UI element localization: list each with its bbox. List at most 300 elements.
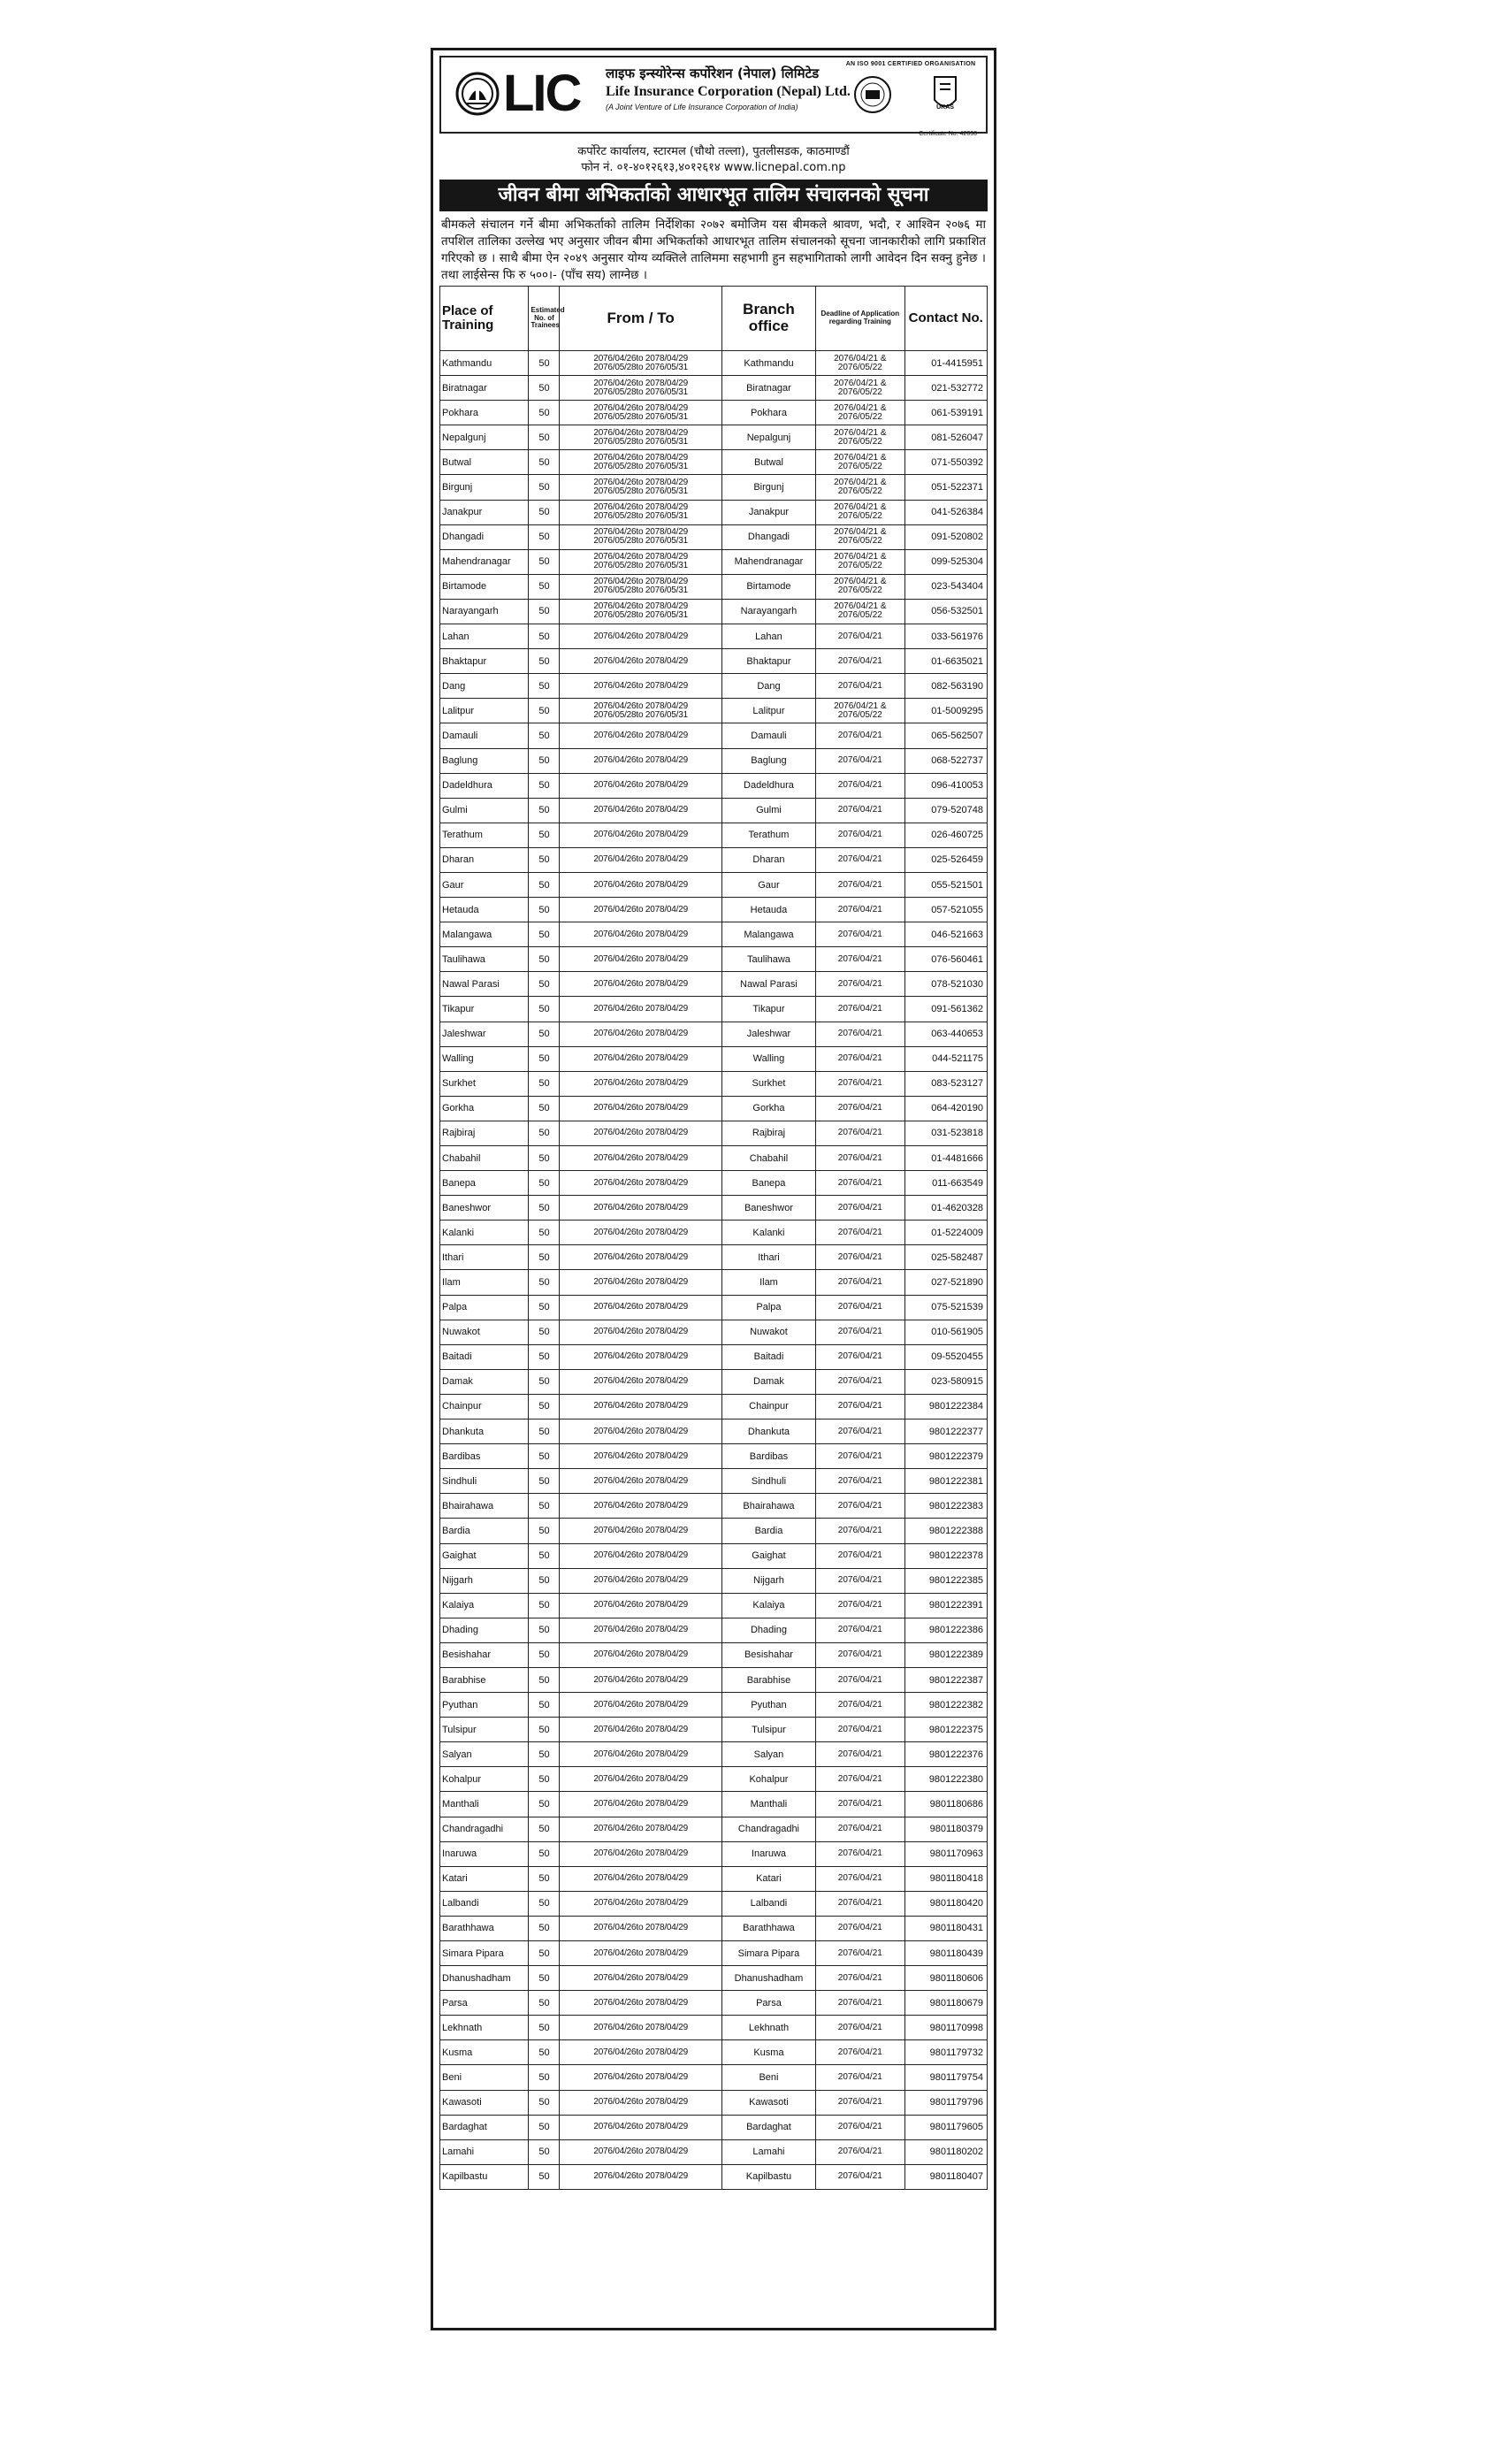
cell-contact-text: 9801179754 (929, 2072, 983, 2084)
cell-trainees-text: 50 (538, 1972, 550, 1984)
cell-contact (904, 1469, 987, 1494)
cell-place-text: Bhairahawa (442, 1500, 494, 1511)
cell-contact-text: 099-525304 (931, 556, 983, 568)
cell-from-to (560, 1891, 721, 1916)
cell-from-to (560, 1817, 721, 1841)
cell-trainees (529, 1394, 560, 1419)
cell-from-to-text: 2076/04/26to 2078/04/29 (593, 631, 688, 641)
cell-trainees-text: 50 (538, 1202, 550, 1213)
cell-from-to (560, 1693, 721, 1718)
cell-place (440, 2040, 529, 2065)
cell-contact-text: 065-562507 (931, 730, 983, 741)
cell-from-to (560, 1221, 721, 1245)
cell-deadline (816, 1245, 904, 1270)
cell-place-text: Biratnagar (442, 382, 487, 394)
cell-branch-text: Kohalpur (749, 1773, 789, 1785)
cell-from-to (560, 376, 721, 401)
cell-place-text: Lalitpur (442, 705, 475, 716)
cell-trainees-text: 50 (538, 631, 550, 642)
cell-place-text: Kapilbastu (442, 2171, 488, 2183)
cell-deadline-text: 2076/04/21 & (834, 353, 887, 363)
cell-branch-text: Tikapur (752, 1003, 785, 1014)
table-row (440, 1693, 988, 1718)
cell-place (440, 574, 529, 599)
cell-contact-text: 01-6635021 (931, 655, 983, 667)
certificate-number: Certificate No. 42036 (919, 131, 977, 137)
cell-deadline (816, 574, 904, 599)
cell-contact-text: 046-521663 (931, 929, 983, 940)
cell-contact-text: 9801180606 (929, 1972, 983, 1984)
cell-place (440, 2065, 529, 2090)
cell-from-to-text: 2076/04/26to 2078/04/29 (593, 730, 688, 740)
cell-deadline-text: 2076/04/21 (837, 2146, 882, 2157)
cell-trainees (529, 1817, 560, 1841)
cell-trainees-text: 50 (538, 1475, 550, 1487)
cell-place (440, 1618, 529, 1642)
cell-place-text: Tikapur (442, 1003, 475, 1014)
cell-from-to (560, 524, 721, 549)
cell-from-to-text: 2076/04/26to 2078/04/29 (593, 577, 688, 587)
cell-contact (904, 450, 987, 475)
cell-trainees (529, 475, 560, 500)
cell-place-text: Nuwakot (442, 1327, 480, 1338)
cell-from-to-text: 2076/04/26to 2078/04/29 (593, 1078, 688, 1089)
cell-from-to-text: 2076/04/26to 2078/04/29 (593, 830, 688, 840)
cell-deadline (816, 922, 904, 947)
cell-deadline-text: 2076/04/21 (837, 1251, 882, 1262)
cell-deadline (816, 401, 904, 425)
cell-branch (721, 1494, 815, 1519)
cell-branch-text: Dharan (752, 854, 785, 866)
cell-deadline (816, 500, 904, 524)
cell-branch-text: Bardibas (749, 1450, 789, 1462)
cell-branch (721, 823, 815, 847)
cell-place-text: Parsa (442, 1997, 468, 2009)
cell-deadline-text: 2076/05/22 (837, 461, 882, 471)
cell-trainees-text: 50 (538, 1450, 550, 1462)
cell-contact-text: 010-561905 (931, 1327, 983, 1338)
cell-contact-text: 021-532772 (931, 382, 983, 394)
cell-deadline-text: 2076/04/21 (837, 1103, 882, 1113)
cell-from-to (560, 1642, 721, 1667)
cell-from-to (560, 1568, 721, 1593)
cell-trainees (529, 748, 560, 773)
cell-contact (904, 376, 987, 401)
table-row (440, 425, 988, 450)
cell-deadline (816, 1519, 904, 1543)
cell-deadline (816, 1121, 904, 1145)
cell-contact (904, 1817, 987, 1841)
cell-deadline-text: 2076/04/21 (837, 1773, 882, 1784)
cell-contact-text: 9801222375 (928, 1724, 983, 1735)
cell-contact (904, 723, 987, 748)
cell-from-to (560, 549, 721, 574)
cell-branch-text: Kathmandu (744, 357, 794, 369)
cell-deadline (816, 1693, 904, 1718)
cell-place-text: Kalanki (442, 1227, 475, 1238)
cell-contact (904, 1941, 987, 1966)
cell-branch (721, 723, 815, 748)
table-row (440, 574, 988, 599)
cell-contact-text: 064-420190 (931, 1103, 983, 1114)
cell-trainees (529, 1469, 560, 1494)
cell-from-to (560, 1046, 721, 1071)
address-line-2: फोन नं. ०१-४०१२६१३,४०१२६१४ www.licnepal.com.np (581, 161, 846, 174)
table-row (440, 524, 988, 549)
cell-place-text: Butwal (442, 456, 472, 468)
cell-from-to-text: 2076/04/26to 2078/04/29 (593, 1923, 688, 1933)
cell-branch (721, 1394, 815, 1419)
cell-branch-text: Gulmi (756, 805, 782, 816)
cell-deadline (816, 524, 904, 549)
cell-place-text: Malangawa (442, 929, 492, 940)
cell-branch-text: Surkhet (752, 1078, 786, 1090)
cell-trainees (529, 574, 560, 599)
cell-deadline (816, 351, 904, 376)
cell-deadline (816, 748, 904, 773)
cell-trainees-text: 50 (538, 606, 550, 617)
cell-contact (904, 1071, 987, 1096)
cell-deadline-text: 2076/04/21 (837, 1749, 882, 1759)
cell-from-to-text: 2076/04/26to 2078/04/29 (593, 1798, 688, 1809)
cell-from-to (560, 1369, 721, 1394)
cell-branch (721, 599, 815, 624)
cell-branch-text: Barabhise (746, 1674, 791, 1686)
cell-place (440, 1394, 529, 1419)
training-schedule-table (439, 286, 988, 2190)
cell-contact-text: 9801222391 (928, 1600, 983, 1611)
table-row (440, 1444, 988, 1469)
cell-branch (721, 1817, 815, 1841)
cell-branch (721, 773, 815, 798)
cell-from-to (560, 1245, 721, 1270)
cell-branch-text: Palpa (756, 1302, 782, 1313)
cell-from-to-text: 2076/04/26to 2078/04/29 (593, 1003, 688, 1014)
cell-contact-text: 9801222386 (928, 1625, 983, 1636)
cell-from-to (560, 972, 721, 997)
cell-from-to (560, 872, 721, 897)
cell-place (440, 972, 529, 997)
cell-contact (904, 1866, 987, 1891)
cell-trainees-text: 50 (538, 1152, 550, 1164)
cell-place-text: Kawasoti (442, 2097, 482, 2108)
cell-trainees (529, 1667, 560, 1692)
cell-contact (904, 599, 987, 624)
cell-from-to-text: 2076/04/26to 2078/04/29 (593, 1450, 688, 1461)
table-row (440, 1593, 988, 1618)
cell-branch-text: Mahendranagar (734, 556, 804, 568)
cell-place-text: Gulmi (442, 805, 468, 816)
cell-deadline-text: 2076/04/21 (837, 1898, 882, 1909)
cell-branch (721, 1022, 815, 1046)
cell-from-to-text: 2076/04/26to 2078/04/29 (593, 2047, 688, 2057)
cell-deadline (816, 1295, 904, 1320)
cell-trainees (529, 1519, 560, 1543)
cell-from-to-text: 2076/04/26to 2078/04/29 (593, 1600, 688, 1611)
table-row (440, 1718, 988, 1742)
table-row (440, 1419, 988, 1444)
cell-contact (904, 1642, 987, 1667)
cell-deadline (816, 1394, 904, 1419)
cell-deadline (816, 1568, 904, 1593)
cell-contact-text: 9801180431 (929, 1923, 983, 1934)
table-body (440, 351, 988, 2190)
cell-deadline-text: 2076/05/22 (837, 386, 882, 397)
cell-place (440, 1742, 529, 1767)
cell-trainees (529, 2016, 560, 2040)
cell-trainees-text: 50 (538, 1053, 550, 1065)
cell-contact-text: 083-523127 (931, 1078, 983, 1090)
cell-deadline (816, 1991, 904, 2016)
cell-branch-text: Lalitpur (752, 705, 785, 716)
cell-contact-text: 033-561976 (931, 631, 983, 642)
cell-branch-text: Parsa (756, 1997, 782, 2009)
cell-from-to (560, 1941, 721, 1966)
cell-from-to-text: 2076/05/28to 2076/05/31 (593, 411, 688, 422)
cell-trainees (529, 1270, 560, 1295)
cell-from-to-text: 2076/04/26to 2078/04/29 (593, 1277, 688, 1288)
cell-from-to (560, 1767, 721, 1792)
cell-branch-text: Inaruwa (751, 1848, 787, 1860)
cell-trainees (529, 549, 560, 574)
table-row (440, 1667, 988, 1692)
cell-contact-text: 063-440653 (931, 1029, 983, 1040)
cell-branch-text: Sindhuli (751, 1475, 787, 1487)
company-name-english: Life Insurance Corporation (Nepal) Ltd. (606, 84, 851, 99)
cell-place (440, 1196, 529, 1221)
cell-branch-text: Gaighat (752, 1550, 786, 1562)
cell-from-to-text: 2076/04/26to 2078/04/29 (593, 1128, 688, 1138)
cell-deadline-text: 2076/04/21 (837, 1649, 882, 1660)
cell-place (440, 847, 529, 872)
cell-place (440, 1071, 529, 1096)
cell-contact (904, 1792, 987, 1817)
cell-deadline (816, 2115, 904, 2139)
cell-deadline (816, 1891, 904, 1916)
cell-branch (721, 351, 815, 376)
cell-trainees-text: 50 (538, 357, 550, 369)
cell-contact-text: 9801180686 (929, 1798, 983, 1810)
cell-from-to (560, 798, 721, 823)
cell-trainees (529, 624, 560, 649)
cell-deadline-text: 2076/04/21 (837, 1824, 882, 1834)
cell-place-text: Janakpur (442, 507, 483, 518)
cell-deadline-text: 2076/04/21 (837, 953, 882, 964)
cell-branch (721, 1096, 815, 1121)
cell-from-to-text: 2076/05/28to 2076/05/31 (593, 709, 688, 720)
cell-contact-text: 9801222389 (928, 1649, 983, 1661)
cell-place-text: Kusma (442, 2047, 473, 2058)
cell-trainees (529, 1494, 560, 1519)
cell-place (440, 1891, 529, 1916)
cell-deadline (816, 1966, 904, 1991)
cell-branch-text: Malangawa (744, 929, 794, 940)
cell-deadline-text: 2076/04/21 & (834, 452, 887, 463)
table-row (440, 1866, 988, 1891)
cell-branch-text: Manthali (750, 1798, 788, 1810)
cell-trainees (529, 2139, 560, 2164)
cell-from-to-text: 2076/04/26to 2078/04/29 (593, 1947, 688, 1958)
cell-branch (721, 524, 815, 549)
cell-trainees-text: 50 (538, 953, 550, 965)
table-row (440, 1494, 988, 1519)
cell-branch (721, 1543, 815, 1568)
cell-from-to (560, 723, 721, 748)
cell-contact (904, 1519, 987, 1543)
cell-deadline (816, 699, 904, 723)
cell-deadline (816, 1320, 904, 1344)
cell-from-to-text: 2076/05/28to 2076/05/31 (593, 486, 688, 497)
cell-contact (904, 997, 987, 1022)
cell-branch-text: Besishahar (744, 1649, 793, 1661)
cell-deadline-text: 2076/04/21 (837, 1450, 882, 1461)
cell-place-text: Bhaktapur (442, 655, 487, 667)
cell-branch (721, 401, 815, 425)
cell-branch-text: Beni (759, 2072, 779, 2084)
cell-branch-text: Simara Pipara (737, 1947, 800, 1959)
cell-contact-text: 023-543404 (931, 581, 983, 593)
cell-trainees (529, 2040, 560, 2065)
cell-branch-text: Gaur (758, 879, 780, 891)
cell-branch-text: Dhankuta (747, 1426, 790, 1437)
cell-branch-text: Dadeldhura (744, 780, 794, 792)
cell-place (440, 376, 529, 401)
cell-contact-text: 011-663549 (932, 1177, 983, 1189)
cell-place-text: Salyan (442, 1749, 472, 1760)
cell-deadline-text: 2076/04/21 (837, 680, 882, 691)
cell-from-to-text: 2076/04/26to 2078/04/29 (593, 1575, 688, 1586)
cell-trainees-text: 50 (538, 705, 550, 716)
cell-deadline (816, 997, 904, 1022)
cell-trainees-text: 50 (538, 978, 550, 990)
cell-branch (721, 1221, 815, 1245)
cell-place-text: Nepalgunj (442, 432, 486, 443)
cell-contact-text: 9801170963 (929, 1848, 983, 1860)
cell-place-text: Birtamode (442, 581, 487, 593)
table-row (440, 649, 988, 674)
cell-contact-text: 057-521055 (931, 904, 983, 915)
cell-contact (904, 2115, 987, 2139)
cell-trainees-text: 50 (538, 730, 550, 741)
cell-contact-text: 044-521175 (932, 1053, 983, 1065)
cell-deadline-text: 2076/04/21 & (834, 478, 887, 488)
notice-title: जीवन बीमा अभिकर्ताको आधारभूत तालिम संचालनको सूचना (439, 180, 988, 211)
cell-place (440, 649, 529, 674)
cell-contact-text: 09-5520455 (931, 1351, 983, 1363)
table-row (440, 624, 988, 649)
cell-trainees (529, 2065, 560, 2090)
cell-place-text: Chandragadhi (442, 1824, 504, 1835)
cell-place-text: Kathmandu (442, 357, 492, 369)
cell-place (440, 351, 529, 376)
cell-trainees-text: 50 (538, 1575, 550, 1587)
cell-deadline-text: 2076/05/22 (837, 536, 882, 547)
cell-deadline (816, 823, 904, 847)
table-row (440, 773, 988, 798)
cell-place (440, 1568, 529, 1593)
cell-trainees (529, 922, 560, 947)
cell-deadline-text: 2076/05/22 (837, 436, 882, 447)
cell-from-to-text: 2076/04/26to 2078/04/29 (593, 1848, 688, 1859)
cell-from-to (560, 1494, 721, 1519)
cell-from-to-text: 2076/04/26to 2078/04/29 (593, 1327, 688, 1337)
cell-from-to-text: 2076/04/26to 2078/04/29 (593, 1824, 688, 1834)
cell-place (440, 1344, 529, 1369)
cell-deadline-text: 2076/04/21 (837, 978, 882, 989)
cell-trainees-text: 50 (538, 1426, 550, 1437)
table-row (440, 2090, 988, 2115)
cell-place (440, 1866, 529, 1891)
cell-place-text: Lamahi (442, 2146, 475, 2158)
cell-trainees (529, 1245, 560, 1270)
cell-place (440, 898, 529, 922)
cell-from-to-text: 2076/05/28to 2076/05/31 (593, 436, 688, 447)
cell-from-to-text: 2076/04/26to 2078/04/29 (593, 1749, 688, 1759)
cell-deadline-text: 2076/04/21 (837, 755, 882, 766)
cell-trainees-text: 50 (538, 780, 550, 792)
cell-trainees (529, 1295, 560, 1320)
cell-deadline-text: 2076/04/21 (837, 904, 882, 914)
cell-from-to (560, 1121, 721, 1145)
cell-trainees-text: 50 (538, 482, 550, 494)
cell-deadline (816, 425, 904, 450)
cell-contact-text: 025-526459 (931, 854, 983, 866)
cell-place (440, 524, 529, 549)
cell-trainees-text: 50 (538, 2072, 550, 2084)
cell-place (440, 997, 529, 1022)
cell-trainees-text: 50 (538, 1251, 550, 1263)
cell-trainees-text: 50 (538, 1078, 550, 1090)
cell-contact-text: 023-580915 (931, 1376, 983, 1388)
cell-deadline-text: 2076/04/21 (837, 1674, 882, 1685)
cell-branch-text: Kalanki (752, 1227, 785, 1238)
cell-contact (904, 2040, 987, 2065)
table-row (440, 1344, 988, 1369)
cell-branch (721, 500, 815, 524)
table-row (440, 748, 988, 773)
address (439, 144, 988, 176)
cell-place-text: Kalaiya (442, 1600, 475, 1611)
cell-trainees-text: 50 (538, 581, 550, 593)
cell-place-text: Bardia (442, 1525, 470, 1536)
cell-contact (904, 922, 987, 947)
cell-contact (904, 624, 987, 649)
cell-from-to-text: 2076/05/28to 2076/05/31 (593, 561, 688, 571)
cell-branch (721, 1146, 815, 1171)
cell-from-to (560, 1593, 721, 1618)
cell-deadline-text: 2076/05/22 (837, 511, 882, 522)
cell-contact (904, 1693, 987, 1718)
cell-contact-text: 9801222380 (928, 1773, 983, 1785)
table-row (440, 2040, 988, 2065)
cell-from-to (560, 1866, 721, 1891)
cell-branch (721, 1046, 815, 1071)
cell-deadline-text: 2076/04/21 (837, 1972, 882, 1983)
cell-deadline-text: 2076/04/21 & (834, 427, 887, 438)
cell-branch (721, 2016, 815, 2040)
cell-from-to (560, 475, 721, 500)
cell-deadline-text: 2076/04/21 (837, 805, 882, 815)
cell-trainees (529, 1941, 560, 1966)
cell-branch-text: Chabahil (749, 1152, 789, 1164)
cell-from-to (560, 649, 721, 674)
cell-deadline-text: 2076/04/21 (837, 2122, 882, 2132)
table-row (440, 847, 988, 872)
cell-deadline-text: 2076/04/21 (837, 2171, 882, 2182)
cell-contact-text: 081-526047 (931, 432, 983, 443)
table-row (440, 922, 988, 947)
cell-deadline (816, 723, 904, 748)
